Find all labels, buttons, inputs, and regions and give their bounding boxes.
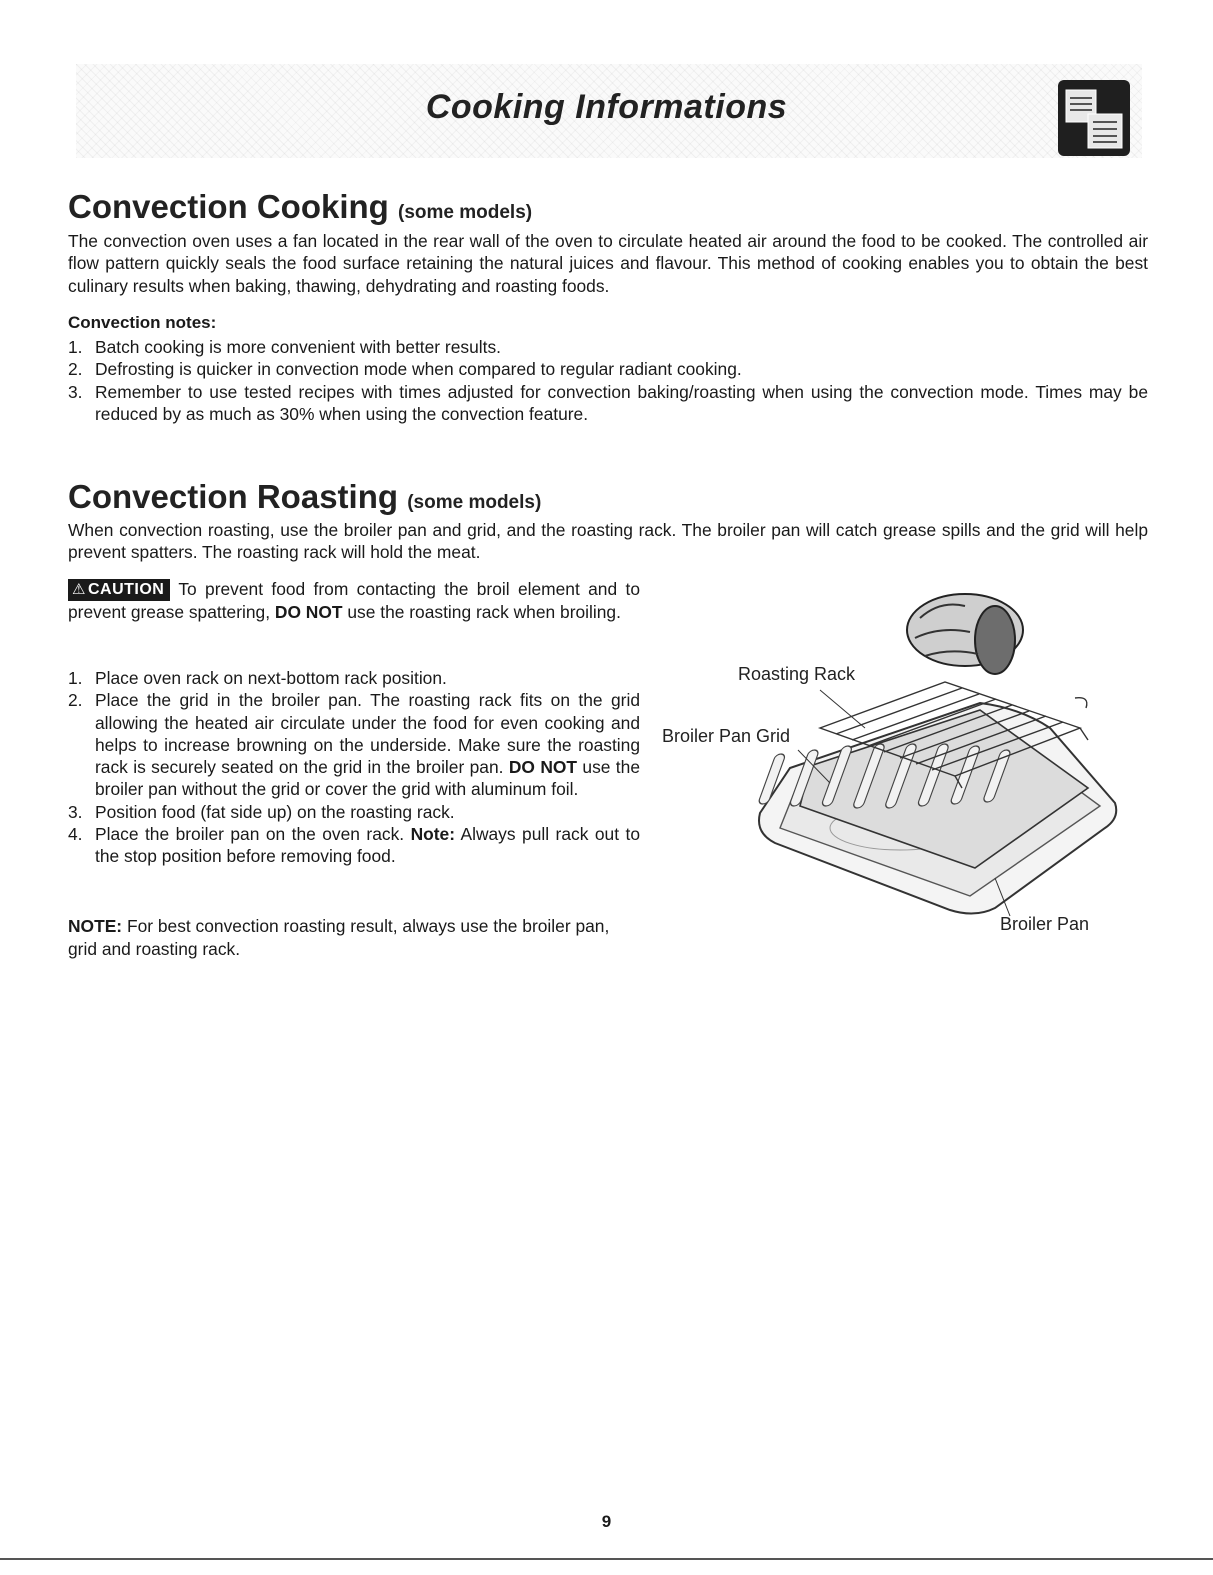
warning-icon: ⚠ (72, 581, 86, 598)
caution-notice: ⚠ CAUTION To prevent food from contacting the broil element and to prevent grease spattering, DO NOT use the roasting rack when broiling. (68, 579, 640, 622)
list-item: 4. Place the broiler pan on the oven rack. Note: Always pull rack out to the stop position before removing food. (68, 824, 640, 867)
list-item: 3. Remember to use tested recipes with times adjusted for convection baking/roasting when using the convection mode. Times may be reduced by as much as 30% when using the convection feature. (68, 381, 1148, 424)
list-item: 1. Place oven rack on next-bottom rack position. (68, 668, 447, 688)
document-pages-icon (1058, 80, 1130, 156)
list-item: 1. Batch cooking is more convenient with better results. (68, 337, 501, 357)
caution-badge: ⚠ CAUTION (68, 579, 170, 601)
roasting-rack-label: Roasting Rack (738, 664, 856, 684)
bottom-rule (0, 1558, 1213, 1560)
broiler-pan-diagram (650, 578, 1130, 938)
roasting-note: NOTE: For best convection roasting result, always use the broiler pan, grid and roasting rack. (68, 916, 610, 959)
list-item: 3. Position food (fat side up) on the roasting rack. (68, 801, 455, 822)
convection-notes-heading: Convection notes: (68, 313, 217, 332)
page-number: 9 (601, 1512, 612, 1531)
convection-notes-list (68, 336, 1148, 425)
section-heading-convection-cooking: Convection Cooking (some models) (68, 188, 533, 225)
list-item: 2. Defrosting is quicker in convection mode when compared to regular radiant cooking. (68, 359, 742, 380)
roasting-steps-list (68, 667, 640, 868)
roast-meat-icon (907, 594, 1023, 674)
list-item: 2. Place the grid in the broiler pan. The roasting rack fits on the grid allowing the heated air circulate under the food for even cooking and helps to increase browning on the underside. Make sure the roasting rack is securely seated on the grid in the broiler pan. DO NOT use the broiler pan without the grid or cover the grid with aluminum foil. (68, 690, 640, 800)
broiler-pan-grid-label: Broiler Pan Grid (662, 726, 791, 746)
convection-cooking-intro: The convection oven uses a fan located in the rear wall of the oven to circulate heated air around the food to be cooked. The controlled air flow pattern quickly seals the food surface retaining the natural juices and flavour. This method of cooking enables you to obtain the best culinary results when baking, thawing, dehydrating and roasting foods. (68, 231, 1148, 296)
page-title: Cooking Informations (425, 88, 788, 126)
section-heading-convection-roasting: Convection Roasting (some models) (68, 478, 542, 515)
broiler-pan-label: Broiler Pan (1000, 914, 1090, 934)
broiler-pan-illustration (650, 578, 1130, 938)
convection-roasting-intro: When convection roasting, use the broiler pan and grid, and the roasting rack. The broiler pan will catch grease spills and the grid will help prevent spatters. The roasting rack will hold the meat. (68, 520, 1148, 563)
